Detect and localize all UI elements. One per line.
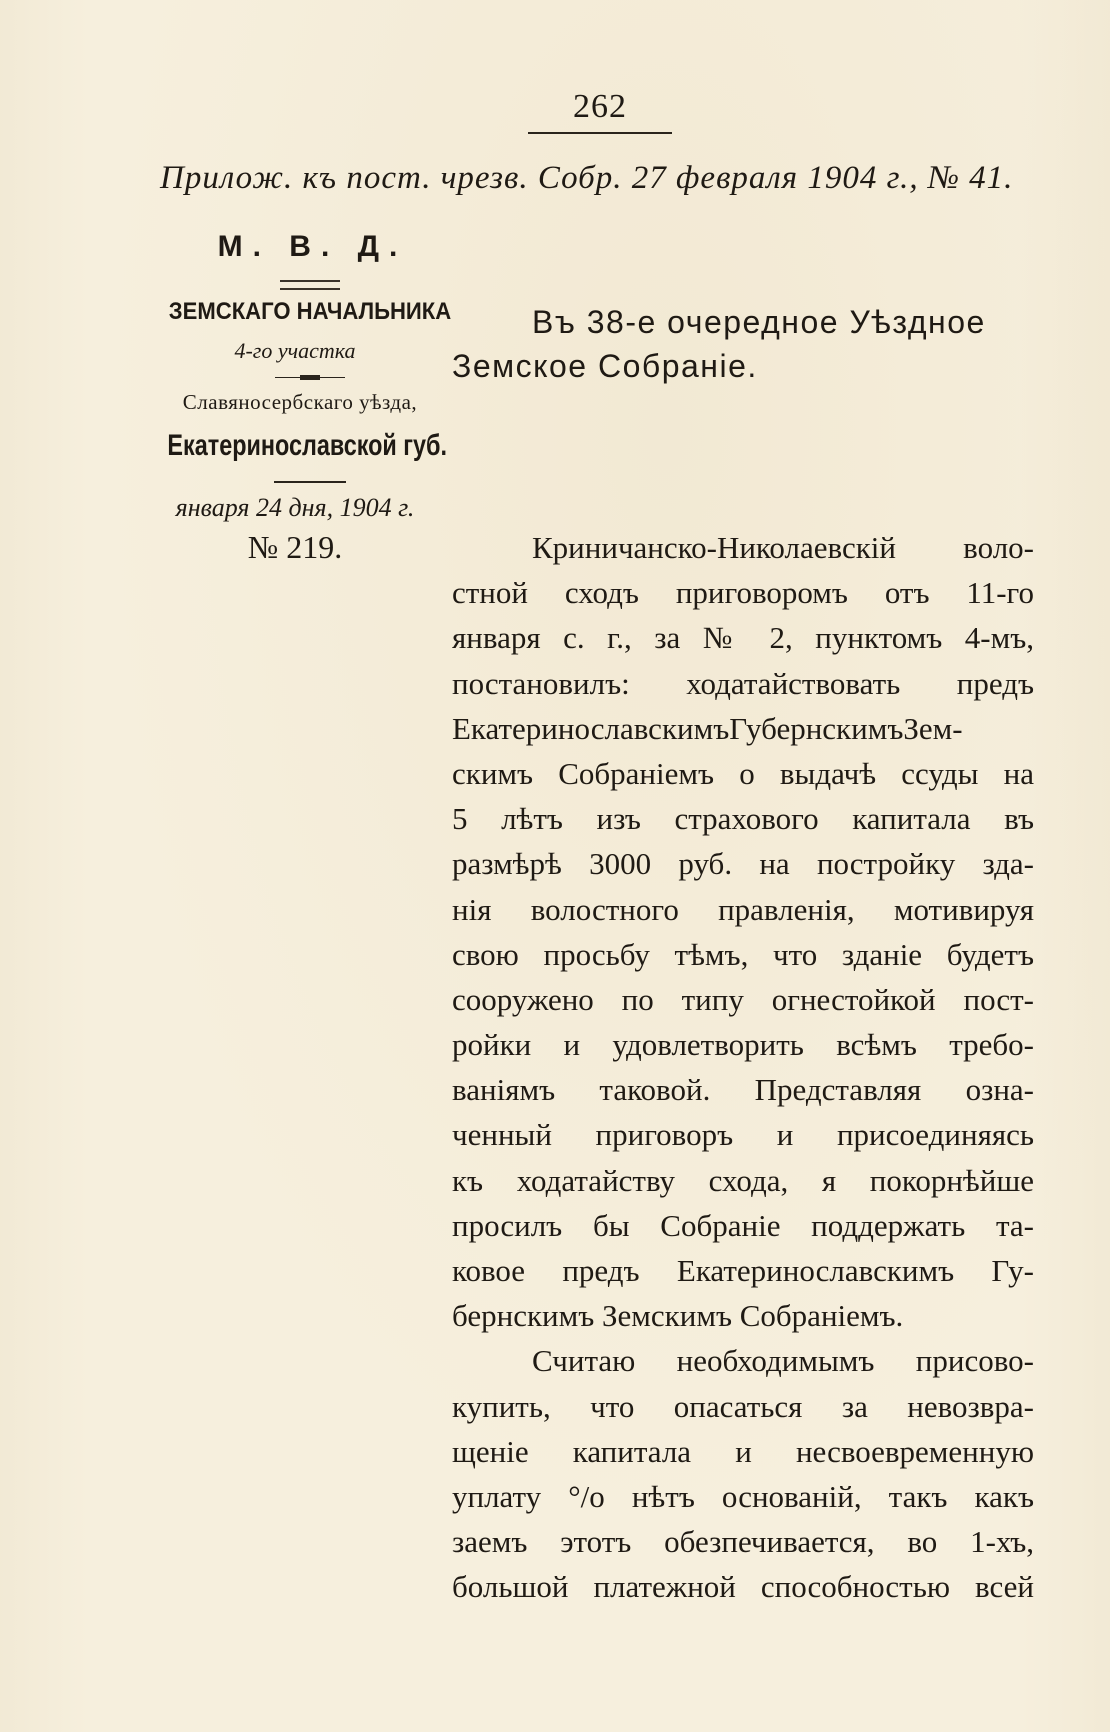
body-line: заемъ этотъ обезпечивается, во 1-хъ, xyxy=(452,1524,1034,1560)
addressee-line-2: Земское Собраніе. xyxy=(452,348,758,384)
body-line: бернскимъ Земскимъ Собраніемъ. xyxy=(452,1298,904,1334)
page-number: 262 xyxy=(573,88,627,125)
body-line: постановилъ: ходатайствовать предъ xyxy=(452,665,1034,701)
guberniya-name: Екатеринославской губ. xyxy=(167,429,448,462)
body-text xyxy=(452,525,1034,1610)
document-date: января 24 дня, 1904 г. xyxy=(175,493,415,522)
body-line: сооружено по типу огнестойкой пост- xyxy=(452,981,1034,1017)
body-line: нія волостного правленія, мотивируя xyxy=(452,891,1034,927)
official-title: ЗЕМСКАГО НАЧАЛЬНИКА xyxy=(168,298,452,325)
body-line: ваніямъ таковой. Представляя озна- xyxy=(452,1072,1034,1108)
document-number: № 219. xyxy=(247,529,343,565)
addressee-line-1: Въ 38-е очередное Уѣздное xyxy=(532,304,986,340)
sender-block xyxy=(150,230,470,566)
body-line: размѣрѣ 3000 руб. на постройку зда- xyxy=(452,846,1034,882)
body-line: 5 лѣтъ изъ страхового капитала въ xyxy=(452,801,1034,837)
ministry-abbreviation: М. В. Д. xyxy=(217,230,408,263)
body-line: ройки и удовлетворить всѣмъ требо- xyxy=(452,1027,1034,1063)
body-line: января с. г., за № 2, пунктомъ 4-мъ, xyxy=(452,620,1034,656)
body-line: просилъ бы Собраніе поддержать та- xyxy=(452,1207,1034,1243)
body-line: ЕкатеринославскимъГубернскимъЗем- xyxy=(452,710,963,746)
body-line: купить, что опасаться за невозвра- xyxy=(452,1388,1034,1424)
body-line: уплату °/о нѣтъ основаній, такъ какъ xyxy=(452,1478,1034,1514)
body-line: ченный приговоръ и присоединяясь xyxy=(452,1117,1034,1153)
body-line: стной сходъ приговоромъ отъ 11-го xyxy=(452,575,1034,611)
body-line: большой платежной способностью всей xyxy=(452,1569,1034,1605)
page-number-rule xyxy=(528,132,672,134)
body-line: свою просьбу тѣмъ, что зданіе будетъ xyxy=(452,936,1034,972)
body-line: ковое предъ Екатеринославскимъ Гу- xyxy=(452,1253,1034,1288)
body-line: Криничанско-Николаевскій воло- xyxy=(532,530,1034,565)
single-rule-divider xyxy=(274,481,346,483)
double-rule-divider xyxy=(280,280,340,290)
body-line: Считаю необходимымъ присово- xyxy=(532,1343,1034,1379)
body-line: скимъ Собраніемъ о выдачѣ ссуды на xyxy=(452,755,1034,791)
district-subtitle: 4-го участка xyxy=(234,338,356,363)
appendix-header: Прилож. къ пост. чрезв. Собр. 27 февраля 1904 г., № 41. xyxy=(160,160,1014,196)
ornament-divider xyxy=(275,376,345,380)
body-line: щеніе капитала и несвоевременную xyxy=(452,1433,1034,1469)
body-line: къ ходатайству схода, я покорнѣйше xyxy=(452,1162,1034,1198)
uezd-name: Славяносербскаго уѣзда, xyxy=(182,390,418,414)
addressee-block xyxy=(452,300,1052,388)
